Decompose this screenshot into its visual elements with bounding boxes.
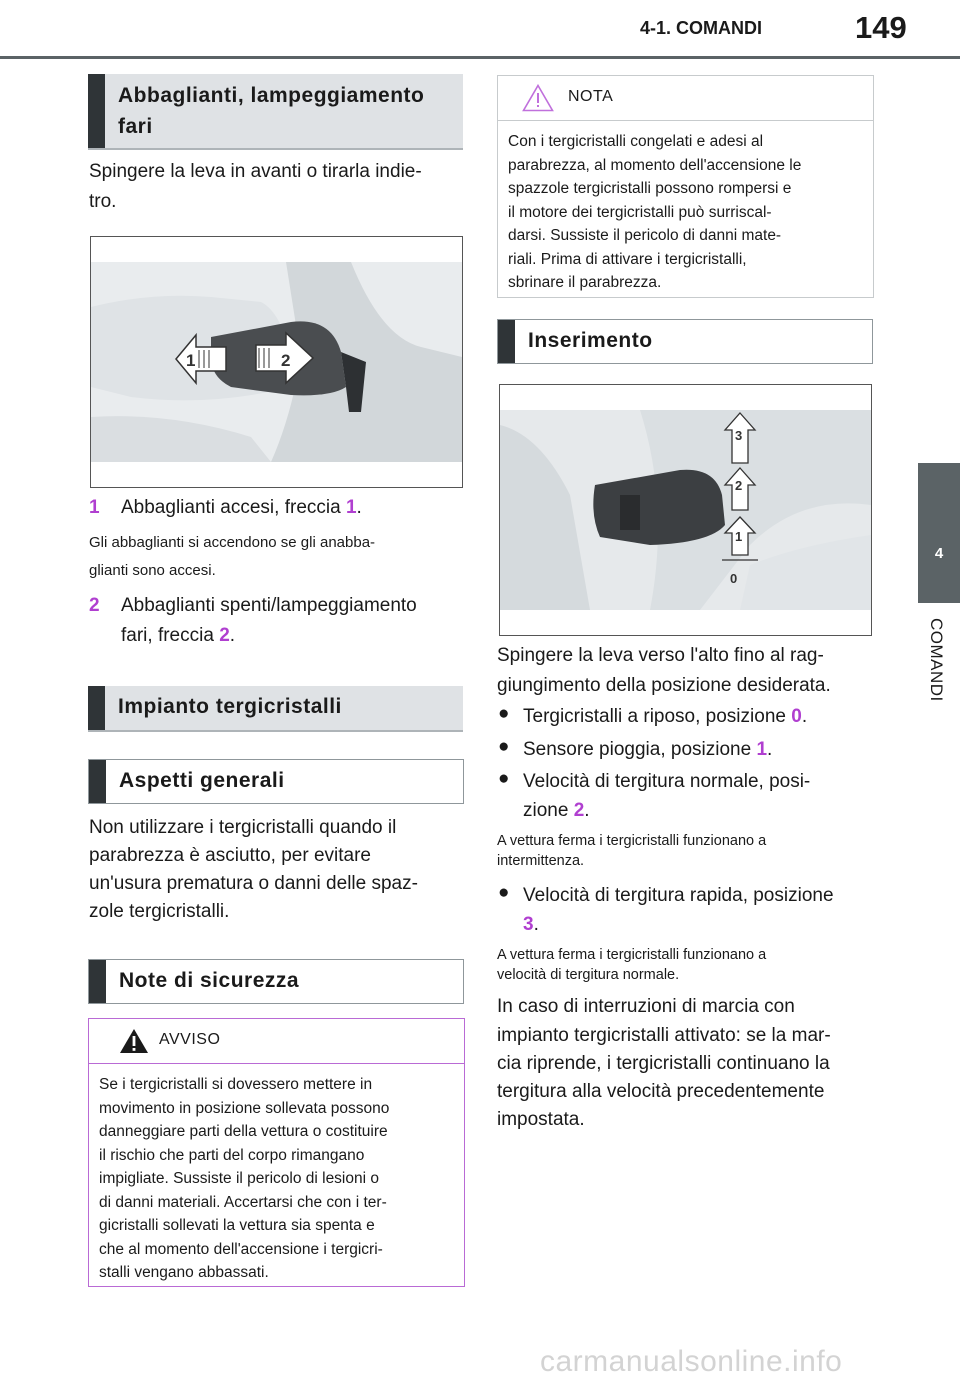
warning-body <box>99 1073 389 1285</box>
bullet-dot: ● <box>498 882 510 903</box>
bullet1-text: Tergicristalli a riposo, posizione <box>523 706 786 727</box>
notice-line: riali. Prima di attivare i tergicristalli, <box>508 250 747 268</box>
fig2-label-2: 2 <box>735 478 743 493</box>
heading-bar <box>89 760 106 803</box>
note4-line2: velocità di tergitura normale. <box>497 967 680 983</box>
closing-line3: cia riprende, i tergicristalli continuano la <box>497 1053 830 1074</box>
item2-number: 2 <box>89 595 100 616</box>
bullet2: Sensore pioggia, posizione 1. <box>523 739 773 760</box>
heading-bar <box>88 686 105 730</box>
warning-box <box>88 1018 465 1287</box>
item1-ref: 1 <box>345 497 357 518</box>
heading-bar <box>498 320 515 363</box>
notice-line: spazzole tergicristalli possono rompersi e <box>508 180 792 197</box>
general-line2: parabrezza è asciutto, per evitare <box>89 845 371 866</box>
warning-header <box>89 1019 464 1064</box>
insert-intro-2: giungimento della posizione desiderata. <box>497 675 831 696</box>
notice-header <box>498 76 873 121</box>
item2-label: fari, freccia <box>121 625 214 646</box>
warning-title: AVVISO <box>159 1031 221 1048</box>
warning-line: movimento in posizione sollevata possono <box>99 1099 390 1117</box>
warning-line: il rischio che parti del corpo rimangano <box>99 1146 365 1164</box>
closing-line5: impostata. <box>497 1109 585 1130</box>
bullet4-line2: 3. <box>523 914 539 935</box>
bullet3-ref: 2 <box>573 800 585 821</box>
item1-text: Abbaglianti accesi, freccia 1. <box>121 497 362 518</box>
chapter-tab <box>918 463 960 603</box>
notice-box <box>497 75 874 298</box>
wiper-stalk-illustration <box>500 385 871 635</box>
warning-line: Se i tergicristalli si dovessero mettere in <box>99 1076 373 1093</box>
headlight-stalk-illustration <box>91 237 462 487</box>
note4-line1: A vettura ferma i tergicristalli funzionano a <box>497 947 767 963</box>
item2 <box>89 592 100 620</box>
fig1-label-1: 1 <box>186 351 196 370</box>
bullet-dot: ● <box>498 736 510 757</box>
item2-ref: 2 <box>219 625 230 646</box>
bullet3-line1: Velocità di tergitura normale, posi- <box>523 771 811 792</box>
heading-safety <box>88 959 464 1004</box>
headlights-intro-1: Spingere la leva in avanti o tirarla indie- <box>89 161 422 182</box>
bullet-dot: ● <box>498 703 510 724</box>
warning-line: che al momento dell'accensione i tergicri- <box>99 1240 383 1258</box>
closing-line1: In caso di interruzioni di marcia con <box>497 996 795 1017</box>
fig2-label-0: 0 <box>730 571 738 586</box>
warning-line: impigliate. Sussiste il pericolo di lesioni o <box>99 1170 379 1187</box>
notice-line: parabrezza, al momento dell'accensione le <box>508 156 802 174</box>
headlights-intro-2: tro. <box>89 191 117 212</box>
fig2-label-1: 1 <box>735 529 743 544</box>
warning-line: di danni materiali. Accertarsi che con i ter- <box>99 1193 387 1211</box>
notice-body <box>508 130 801 295</box>
bullet3-line2: zione 2. <box>523 800 590 821</box>
header-rule <box>0 56 960 59</box>
note1-line1: Gli abbaglianti si accendono se gli anabba- <box>89 534 376 551</box>
insert-intro-1: Spingere la leva verso l'alto fino al rag- <box>497 645 824 666</box>
section-title: 4-1. COMANDI <box>640 18 763 38</box>
note3-line1: A vettura ferma i tergicristalli funzionano a <box>497 833 767 849</box>
bullet1-ref: 0 <box>791 706 802 727</box>
heading-wipers <box>88 686 463 732</box>
heading-bar <box>89 960 106 1003</box>
heading-headlights <box>88 74 463 150</box>
bullet4-ref: 3 <box>523 914 534 935</box>
heading-general-text: Aspetti generali <box>119 769 285 792</box>
fig1-label-2: 2 <box>281 351 291 370</box>
item1-label: Abbaglianti accesi, freccia <box>121 497 341 518</box>
warning-line: gicristalli sollevati la vettura sia spenta e <box>99 1217 375 1234</box>
notice-line: sbrinare il parabrezza. <box>508 274 662 291</box>
bullet2-text: Sensore pioggia, posizione <box>523 739 752 760</box>
chapter-tab-number: 4 <box>934 545 944 562</box>
heading-general <box>88 759 464 804</box>
notice-triangle-icon <box>522 84 554 112</box>
chapter-tab-label: COMANDI <box>927 618 946 702</box>
warning-line: stalli vengano abbassati. <box>99 1264 269 1281</box>
warning-triangle-icon <box>119 1028 149 1054</box>
notice-line: darsi. Sussiste il pericolo di danni mate- <box>508 227 782 244</box>
item2-line2: fari, freccia 2. <box>121 625 236 646</box>
fig2-label-3: 3 <box>735 428 743 443</box>
bullet2-ref: 1 <box>756 739 768 760</box>
item2-line1: Abbaglianti spenti/lampeggiamento <box>121 595 417 616</box>
notice-line: Con i tergicristalli congelati e adesi al <box>508 133 764 150</box>
wiper-stalk-figure <box>499 384 872 636</box>
notice-line: il motore dei tergicristalli può surriscal- <box>508 203 772 221</box>
heading-insert <box>497 319 873 364</box>
item1-number: 1 <box>89 497 100 518</box>
notice-title: NOTA <box>568 88 614 105</box>
closing-line2: impianto tergicristalli attivato: se la mar- <box>497 1025 831 1046</box>
bullet1: Tergicristalli a riposo, posizione 0. <box>523 706 808 727</box>
general-line3: un'usura prematura o danni delle spaz- <box>89 873 418 894</box>
heading-wipers-text: Impianto tergicristalli <box>118 695 342 718</box>
item1 <box>89 494 100 522</box>
heading-insert-text: Inserimento <box>528 329 653 352</box>
headlight-stalk-figure <box>90 236 463 488</box>
warning-line: danneggiare parti della vettura o costituire <box>99 1123 388 1140</box>
bullet4-line1: Velocità di tergitura rapida, posizione <box>523 885 834 906</box>
general-line1: Non utilizzare i tergicristalli quando il <box>89 817 397 838</box>
bullet-dot: ● <box>498 768 510 789</box>
note1-line2: glianti sono accesi. <box>89 562 216 579</box>
bullet3-text: zione <box>523 800 569 821</box>
closing-line4: tergitura alla velocità precedentemente <box>497 1081 825 1102</box>
heading-headlights-text: Abbaglianti, lampeggiamento fari <box>118 84 425 138</box>
footer-watermark: carmanualsonline.info <box>540 1345 843 1378</box>
note3-line2: intermittenza. <box>497 853 585 869</box>
heading-bar <box>88 74 105 148</box>
general-line4: zole tergicristalli. <box>89 901 230 922</box>
page-number: 149 <box>855 10 907 45</box>
heading-safety-text: Note di sicurezza <box>119 969 300 992</box>
